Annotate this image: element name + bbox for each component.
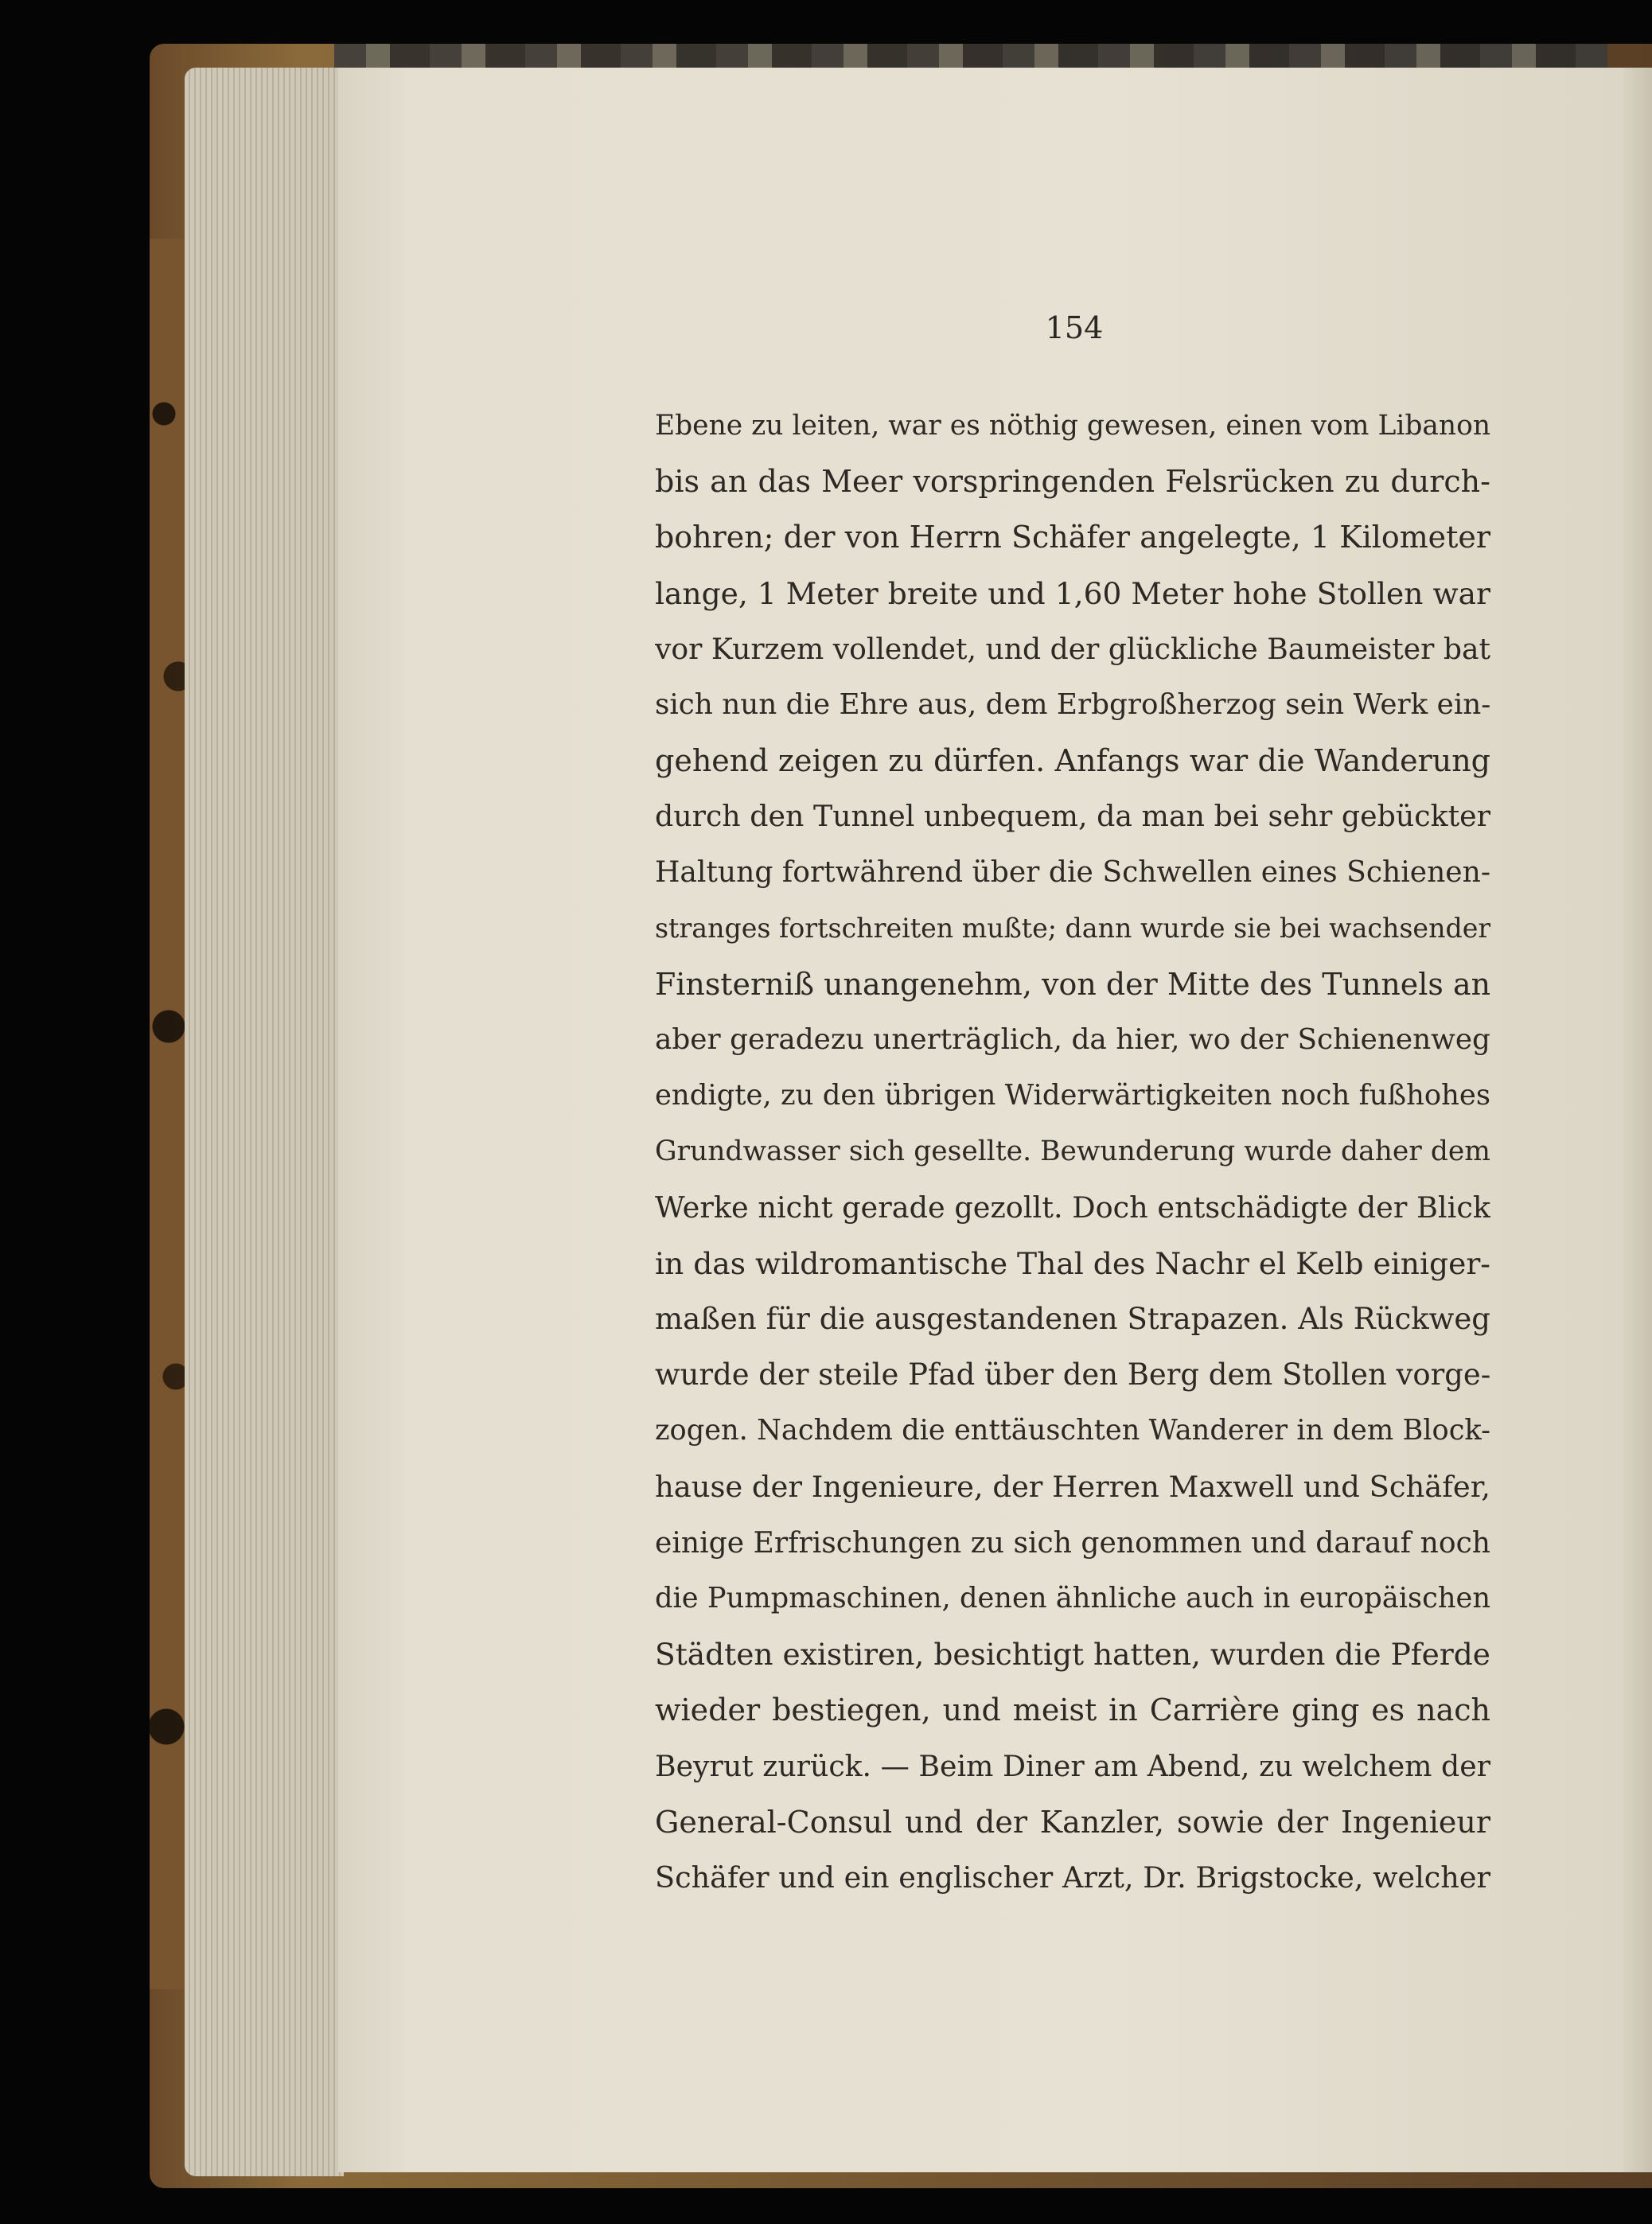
text-line: sich nun die Ehre aus, dem Erbgroßherzog sein Werk ein- [655,687,1490,721]
page-text [655,398,1490,1906]
text-line: gehend zeigen zu dürfen. Anfangs war die Wanderung [655,743,1490,779]
text-line: Finsterniß unangenehm, von der Mitte des Tunnels an [655,966,1490,1002]
text-line: Grundwasser sich gesellte. Bewunderung wurde daher dem [655,1135,1490,1168]
text-line: Städten existiren, besichtigt hatten, wurden die Pferde [655,1637,1490,1673]
text-line: General-Consul und der Kanzler, sowie der Ingenieur [655,1804,1490,1840]
page-stack [185,68,344,2176]
text-line: einige Erfrischungen zu sich genommen und darauf noch [655,1525,1490,1560]
text-line: zogen. Nachdem die enttäuschten Wanderer in dem Block- [655,1414,1490,1447]
text-line: lange, 1 Meter breite und 1,60 Meter hohe Stollen war [655,575,1490,611]
text-line: Haltung fortwährend über die Schwellen eines Schienen- [655,855,1490,889]
text-line: wieder bestiegen, und meist in Carrière ging es nach [655,1692,1490,1728]
page-number: 154 [1045,310,1104,345]
text-line: Werke nicht gerade gezollt. Doch entschädigte der Blick [655,1190,1490,1225]
text-line: Schäfer und ein englischer Arzt, Dr. Brigstocke, welcher [655,1860,1490,1895]
text-line: bis an das Meer vorspringenden Felsrücken zu durch- [655,464,1490,500]
text-line: in das wildromantische Thal des Nachr el Kelb einiger- [655,1245,1490,1281]
text-line: hause der Ingenieure, der Herren Maxwell und Schäfer, [655,1469,1490,1504]
page-right-edge [1623,68,1652,2172]
text-line: stranges fortschreiten mußte; dann wurde sie bei wachsender [655,912,1490,944]
text-line: die Pumpmaschinen, denen ähnliche auch in europäischen [655,1581,1490,1614]
text-line: maßen für die ausgestandenen Strapazen. Als Rückweg [655,1302,1490,1336]
text-line: Ebene zu leiten, war es nöthig gewesen, einen vom Libanon [655,410,1490,442]
text-line: Beyrut zurück. — Beim Diner am Abend, zu welchem der [655,1748,1490,1783]
book-top-edge [334,44,1607,68]
text-line: durch den Tunnel unbequem, da man bei sehr gebückter [655,799,1490,834]
text-line: aber geradezu unerträglich, da hier, wo der Schienenweg [655,1023,1490,1057]
text-line: endigte, zu den übrigen Widerwärtigkeiten noch fußhohes [655,1079,1490,1112]
text-line: bohren; der von Herrn Schäfer angelegte, 1 Kilometer [655,520,1490,555]
text-line: vor Kurzem vollendet, und der glückliche Baumeister bat [655,631,1490,666]
text-line: wurde der steile Pfad über den Berg dem Stollen vorge- [655,1357,1490,1392]
